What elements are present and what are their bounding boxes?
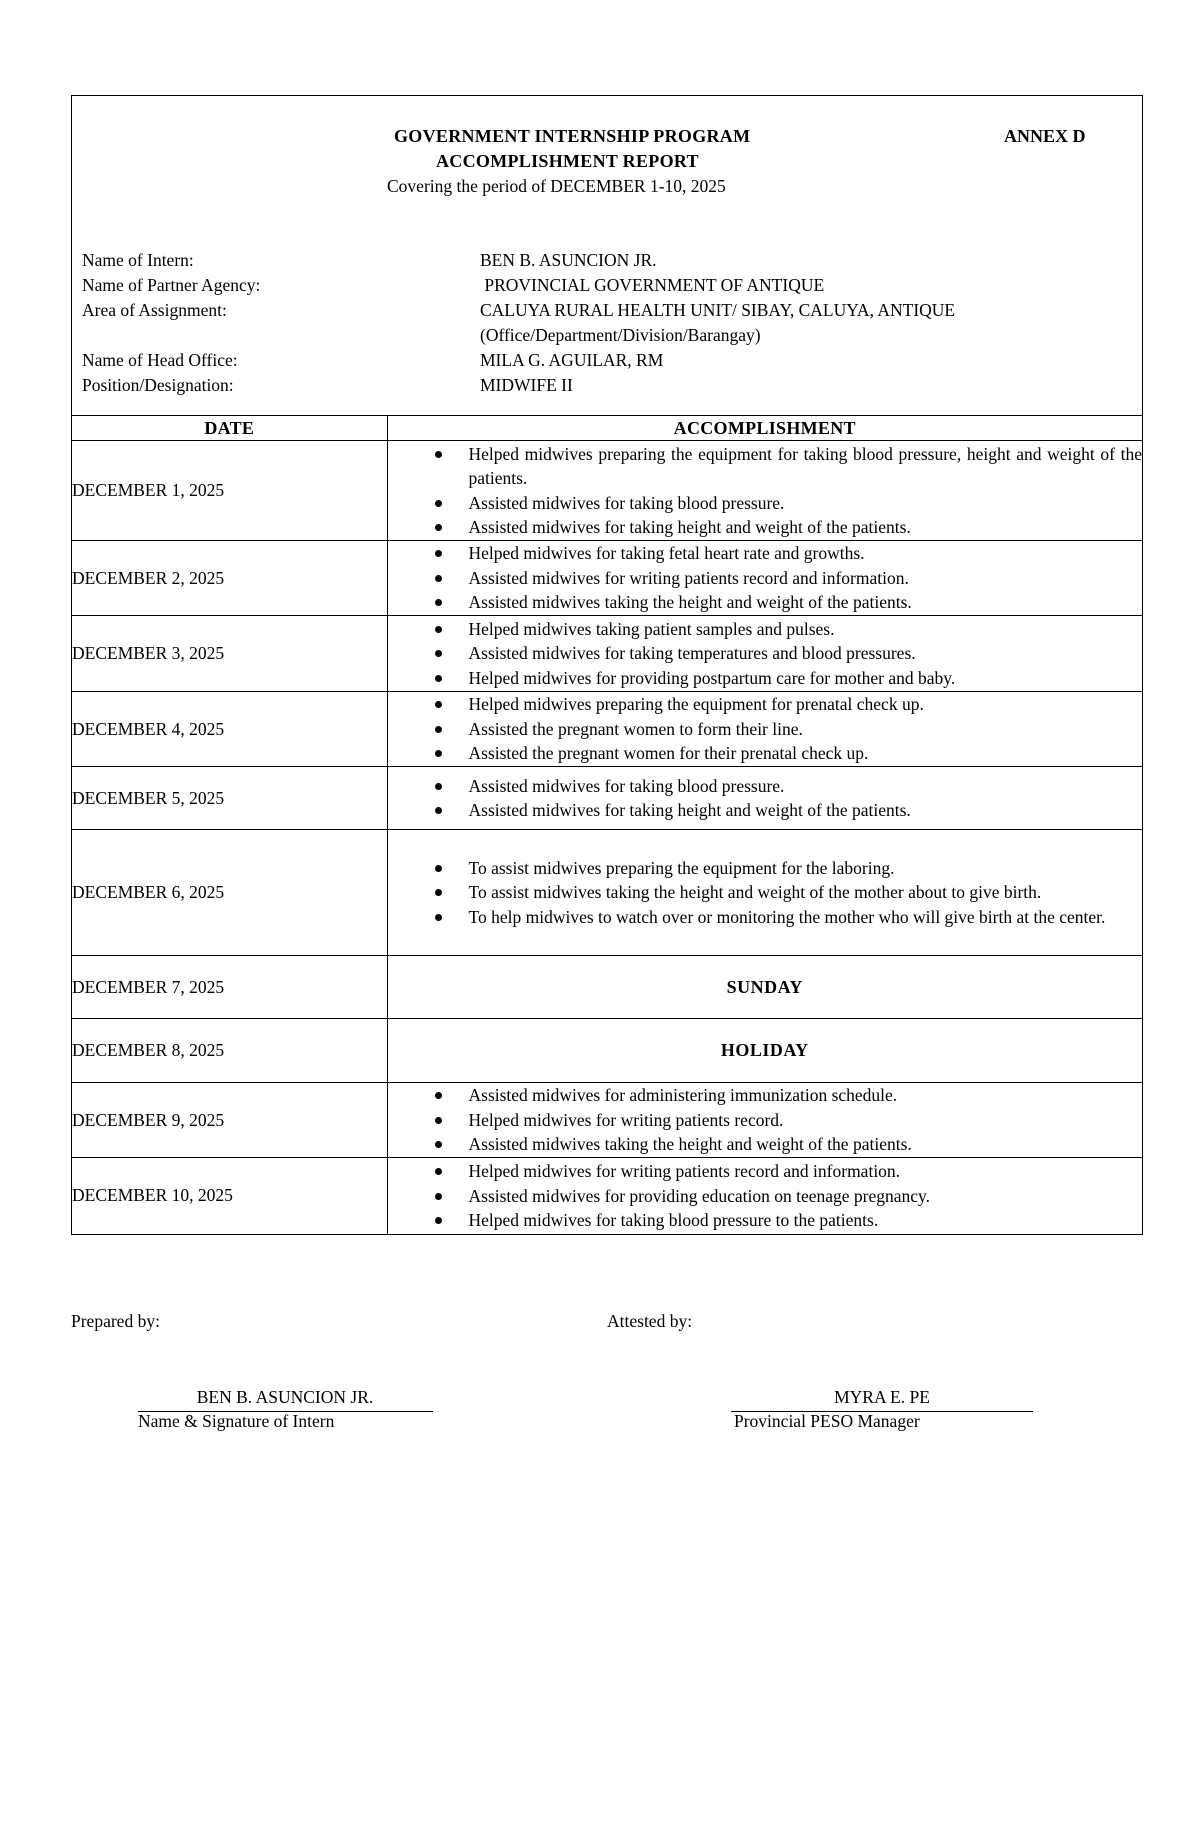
list-item: Assisted midwives for taking height and weight of the patients. [388, 798, 1143, 823]
holiday-label: HOLIDAY [387, 1019, 1142, 1083]
table-row [72, 616, 1142, 692]
info-label: Name of Intern: [82, 250, 194, 270]
table-row [72, 692, 1142, 767]
list-item: Assisted midwives for writing patients record and information. [388, 566, 1143, 591]
manager-signature-caption: Provincial PESO Manager [734, 1411, 920, 1431]
report-sheet [71, 95, 1143, 1235]
list-item: Assisted midwives taking the height and weight of the patients. [388, 590, 1143, 615]
bullet-list [388, 442, 1143, 540]
table-row [72, 441, 1142, 541]
prepared-by-label: Prepared by: [71, 1311, 160, 1331]
info-row-area-note [82, 323, 1122, 348]
list-item: Assisted the pregnant women for their prenatal check up. [388, 741, 1143, 766]
accomplishment-column-header: ACCOMPLISHMENT [387, 416, 1142, 441]
row-date: DECEMBER 7, 2025 [72, 956, 387, 1019]
row-date: DECEMBER 9, 2025 [72, 1083, 387, 1158]
bullet-list [388, 692, 1143, 766]
info-value: MILA G. AGUILAR, RM [480, 350, 664, 370]
row-accomplishments [387, 1083, 1142, 1158]
row-date: DECEMBER 1, 2025 [72, 441, 387, 541]
table-header-row [72, 416, 1142, 441]
table-row [72, 1019, 1142, 1083]
list-item: Helped midwives for taking blood pressure to the patients. [388, 1208, 1143, 1233]
list-item: Helped midwives for writing patients record and information. [388, 1159, 1143, 1184]
table-row [72, 830, 1142, 956]
table-row [72, 1083, 1142, 1158]
bullet-list [388, 856, 1143, 930]
report-title: ACCOMPLISHMENT REPORT [436, 151, 699, 171]
list-item: Assisted midwives for providing education on teenage pregnancy. [388, 1184, 1143, 1209]
info-label: Position/Designation: [82, 375, 234, 395]
row-date: DECEMBER 2, 2025 [72, 541, 387, 616]
list-item: To help midwives to watch over or monitoring the mother who will give birth at the center. [388, 905, 1143, 930]
info-value: CALUYA RURAL HEALTH UNIT/ SIBAY, CALUYA, ANTIQUE [480, 300, 956, 320]
list-item: Assisted midwives taking the height and weight of the patients. [388, 1132, 1143, 1157]
row-date: DECEMBER 5, 2025 [72, 767, 387, 830]
info-label [82, 323, 480, 348]
row-accomplishments [387, 441, 1142, 541]
list-item: Helped midwives preparing the equipment for taking blood pressure, height and weight of the patients. [388, 442, 1143, 491]
info-label: Name of Head Office: [82, 350, 238, 370]
accomplishment-table [72, 415, 1142, 1234]
row-date: DECEMBER 3, 2025 [72, 616, 387, 692]
info-value: PROVINCIAL GOVERNMENT OF ANTIQUE [480, 275, 825, 295]
table-row [72, 541, 1142, 616]
report-period: Covering the period of DECEMBER 1-10, 2025 [387, 176, 726, 196]
report-header [72, 96, 1142, 415]
attested-by-label: Attested by: [607, 1311, 693, 1331]
info-label: Name of Partner Agency: [82, 275, 261, 295]
info-row-position [82, 373, 1122, 398]
intern-signature-caption: Name & Signature of Intern [138, 1411, 335, 1431]
info-value: BEN B. ASUNCION JR. [480, 250, 657, 270]
bullet-list [388, 774, 1143, 823]
row-date: DECEMBER 6, 2025 [72, 830, 387, 956]
manager-signature-name: MYRA E. PE [834, 1387, 930, 1407]
list-item: Helped midwives preparing the equipment for prenatal check up. [388, 692, 1143, 717]
info-row-area [82, 298, 1122, 323]
info-value: MIDWIFE II [480, 375, 573, 395]
list-item: Helped midwives taking patient samples and pulses. [388, 617, 1143, 642]
sunday-label: SUNDAY [387, 956, 1142, 1019]
row-date: DECEMBER 8, 2025 [72, 1019, 387, 1083]
list-item: Assisted midwives for taking blood pressure. [388, 774, 1143, 799]
info-row-agency [82, 273, 1122, 298]
list-item: Assisted midwives for taking temperatures and blood pressures. [388, 641, 1143, 666]
table-row [72, 1158, 1142, 1234]
table-row [72, 767, 1142, 830]
info-label: Area of Assignment: [82, 300, 227, 320]
list-item: Helped midwives for providing postpartum care for mother and baby. [388, 666, 1143, 691]
list-item: To assist midwives taking the height and weight of the mother about to give birth. [388, 880, 1143, 905]
info-row-head-office [82, 348, 1122, 373]
annex-label: ANNEX D [1004, 126, 1086, 146]
list-item: Helped midwives for taking fetal heart rate and growths. [388, 541, 1143, 566]
row-accomplishments [387, 616, 1142, 692]
bullet-list [388, 1159, 1143, 1233]
intern-info [82, 248, 1122, 398]
row-date: DECEMBER 10, 2025 [72, 1158, 387, 1234]
date-column-header: DATE [72, 416, 387, 441]
info-row-intern [82, 248, 1122, 273]
bullet-list [388, 617, 1143, 691]
program-title: GOVERNMENT INTERNSHIP PROGRAM [394, 126, 751, 146]
list-item: Assisted the pregnant women to form their line. [388, 717, 1143, 742]
row-accomplishments [387, 1158, 1142, 1234]
row-accomplishments [387, 541, 1142, 616]
row-date: DECEMBER 4, 2025 [72, 692, 387, 767]
table-row [72, 956, 1142, 1019]
list-item: To assist midwives preparing the equipment for the laboring. [388, 856, 1143, 881]
list-item: Assisted midwives for taking blood pressure. [388, 491, 1143, 516]
bullet-list [388, 541, 1143, 615]
list-item: Assisted midwives for taking height and weight of the patients. [388, 515, 1143, 540]
bullet-list [388, 1083, 1143, 1157]
info-value: (Office/Department/Division/Barangay) [480, 325, 761, 345]
list-item: Assisted midwives for administering immunization schedule. [388, 1083, 1143, 1108]
row-accomplishments [387, 692, 1142, 767]
row-accomplishments [387, 767, 1142, 830]
row-accomplishments [387, 830, 1142, 956]
intern-signature-name: BEN B. ASUNCION JR. [196, 1387, 374, 1407]
list-item: Helped midwives for writing patients record. [388, 1108, 1143, 1133]
